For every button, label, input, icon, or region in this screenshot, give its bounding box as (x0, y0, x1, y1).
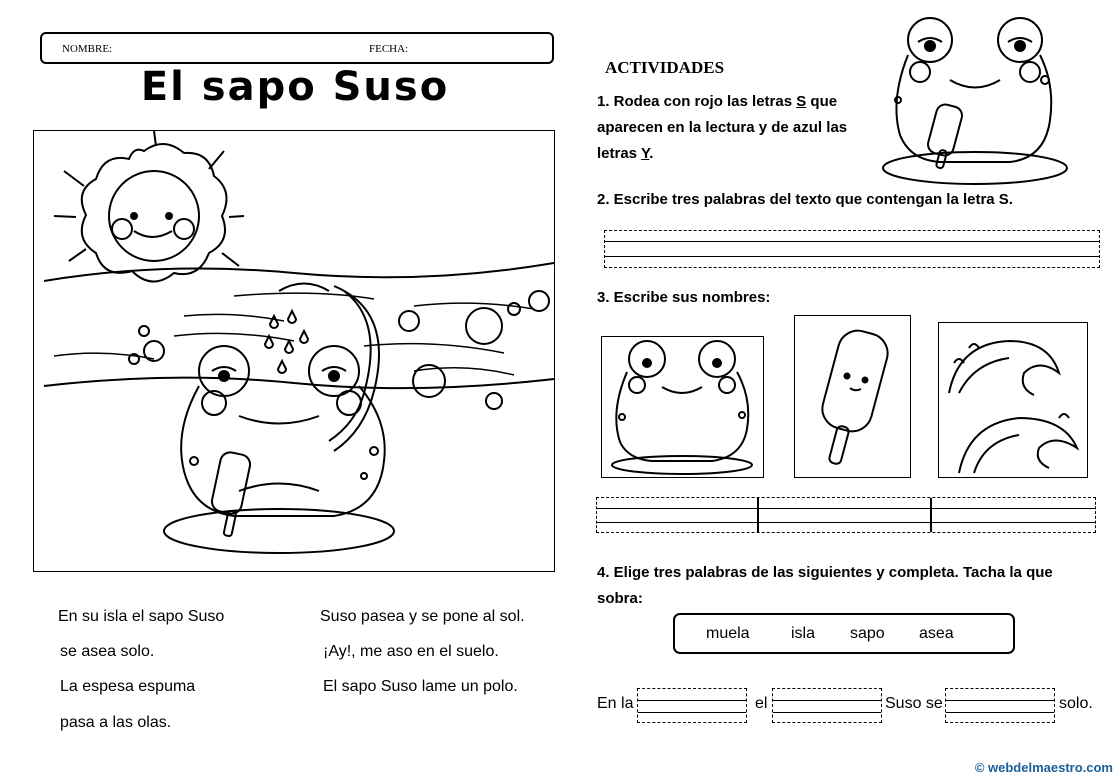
wave-icon (939, 323, 1087, 477)
answer-box-q2[interactable] (604, 230, 1100, 268)
blank-input-2[interactable] (772, 688, 882, 723)
popsicle-icon (210, 451, 252, 537)
writing-lines (773, 700, 881, 713)
frog-illustration (880, 10, 1070, 190)
q1-letter-s: S (796, 93, 807, 110)
reading-line: se asea solo. (60, 643, 155, 660)
word-option[interactable]: sapo (850, 625, 885, 642)
main-illustration (33, 130, 555, 572)
question-2: 2. Escribe tres palabras del texto que contengan la letra S. (597, 191, 1013, 208)
writing-lines (605, 241, 1099, 257)
question-3: 3. Escribe sus nombres: (597, 289, 771, 306)
footer-credit: © webdelmaestro.com (974, 760, 1113, 775)
q1-text: 1. Rodea con rojo las letras (597, 93, 797, 110)
page-title: El sapo Suso (140, 64, 450, 110)
sun-icon (54, 131, 244, 282)
frog-icon (602, 337, 763, 477)
activities-heading: ACTIVIDADES (605, 58, 725, 77)
blank-input-3[interactable] (945, 688, 1055, 723)
question-1 (597, 89, 887, 167)
q1-text: letras (597, 145, 641, 162)
reading-line: Suso pasea y se pone al sol. (320, 608, 525, 625)
q4-text: 4. Elige tres palabras de las siguientes y completa. Tacha la que (597, 564, 1053, 581)
sentence-part: Suso se (885, 695, 943, 712)
sun-frog-scene-icon (34, 131, 554, 571)
writing-lines (638, 700, 746, 713)
reading-line: La espesa espuma (60, 678, 196, 695)
reading-line: En su isla el sapo Suso (58, 608, 225, 625)
fecha-label: FECHA: (369, 43, 409, 55)
sentence-part: solo. (1059, 695, 1093, 712)
divider (757, 498, 759, 532)
word-option[interactable]: muela (706, 625, 750, 642)
header-box (40, 32, 554, 64)
image-box-frog (601, 336, 764, 478)
question-4 (597, 560, 1053, 612)
word-option[interactable]: asea (919, 625, 954, 642)
sentence-part: En la (597, 695, 634, 712)
q1-text: aparecen en la lectura y de azul las (597, 119, 848, 136)
q1-letter-y: Y (640, 145, 650, 162)
q1-text: que (806, 93, 838, 110)
nombre-label: NOMBRE: (62, 43, 113, 55)
sentence-part: el (755, 695, 768, 712)
blank-input-1[interactable] (637, 688, 747, 723)
reading-line: El sapo Suso lame un polo. (323, 678, 518, 695)
image-box-popsicle (794, 315, 911, 478)
q1-text: . (649, 145, 654, 162)
image-box-waves (938, 322, 1088, 478)
answer-box-q3[interactable] (596, 497, 1096, 533)
reading-line: ¡Ay!, me aso en el suelo. (323, 643, 499, 660)
frog-icon (880, 10, 1070, 190)
q4-text: sobra: (597, 590, 643, 607)
writing-lines (946, 700, 1054, 713)
writing-lines (597, 508, 1095, 523)
reading-line: pasa a las olas. (60, 714, 172, 731)
popsicle-icon (795, 316, 910, 477)
word-option[interactable]: isla (791, 625, 816, 642)
divider (930, 498, 932, 532)
word-bank (673, 613, 1015, 654)
